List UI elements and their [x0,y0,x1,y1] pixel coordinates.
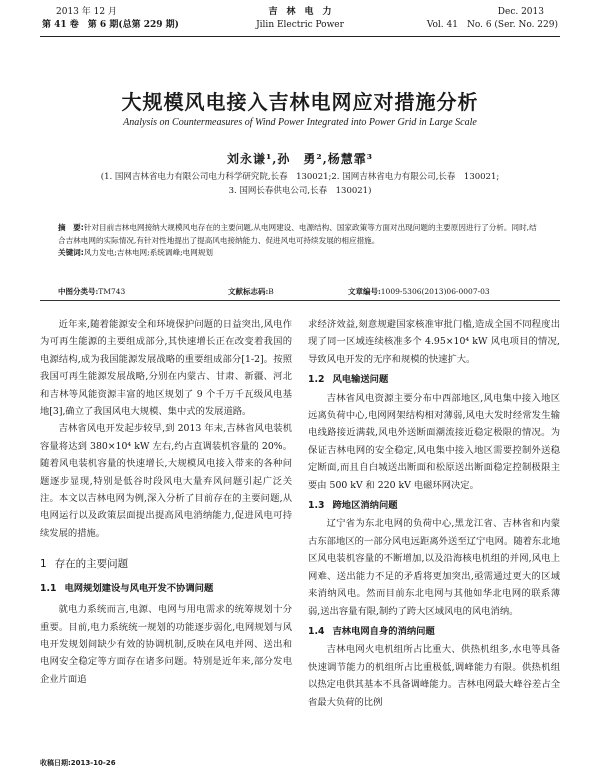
header-volume: 第 41 卷 第 6 期(总第 229 期) [42,20,179,30]
header-date: 2013 年 12 月 [56,7,117,17]
abstract-block [58,222,540,260]
affiliation-line-1: (1. 国网吉林省电力有限公司电力科学研究院,长春 130021;2. 国网吉林省电力有限公司,长春 130021; [100,172,500,182]
article-meta [58,286,540,298]
section-number: 1 [40,558,47,571]
section-heading-1-2 [308,371,560,388]
doc-value: B [268,287,274,296]
abstract-label: 摘 要: [58,223,84,232]
id-value: 1009-5306(2013)06-0007-03 [380,287,490,296]
journal-name: 吉 林 电 力 [268,7,332,17]
subsection-number: 1.2 [308,374,325,386]
article-id [348,286,490,297]
keywords-text: 风力发电;吉林电网;系统调峰;电网规划 [83,248,214,257]
subsection-title: 风电输送问题 [332,374,389,386]
abstract [58,222,540,247]
section-heading-1-3 [308,497,560,514]
subsection-number: 1.1 [40,582,57,594]
body-paragraph: 求经济效益,刻意规避国家核准审批门槛,造成全国不同程度出现了同一区域连续核准多个 4.95×10⁴ kW 风电项目的情况,导致风电开发的无序和规模的快速扩大。 [308,319,560,365]
doc-label: 文献标志码: [228,287,269,296]
class-value: TM743 [98,287,126,296]
abstract-rule [40,300,560,301]
header-left [42,6,179,32]
body-paragraph: 近年来,随着能源安全和环境保护问题的日益突出,风电作为可再生能源的主要组成部分,其快速增长正在改变着我国的电源结构,成为我国能源发展战略的重要组成部分[1-2]。按照我国可再生能源发展战略,分别在内蒙古、甘肃、新疆、河北和吉林等风能资源丰富的地区规划了 9 个千万千瓦级风电基地[3],确立了我国风电大规模、集中式的发展道路。 [40,319,292,418]
paper-title: 大规模风电接入吉林电网应对措施分析 [121,90,479,114]
body-column-left [40,316,292,688]
subsection-title: 跨地区消纳问题 [332,500,398,512]
section-heading-1-1 [40,580,292,597]
subsection-title: 吉林电网自身的消纳问题 [332,625,435,637]
doc-code [228,286,274,297]
header-date-en: Dec. 2013 [497,7,544,17]
running-header [42,6,558,36]
class-label: 中图分类号: [58,287,99,296]
class-number [58,286,125,297]
paper-title-en: Analysis on Countermeasures of Wind Power Integrated into Power Grid in Large Scale [123,117,477,128]
body-paragraph: 就电力系统而言,电源、电网与用电需求的统筹规划十分重要。目前,电力系统统一规划的功能逐步弱化,电网规划与风电开发规划间缺少有效的协调机制,反映在风电并网、送出和电网安全稳定等方面存在诸多问题。特别是近年来,部分发电企业片面追 [40,604,292,685]
section-title: 存在的主要问题 [54,558,129,571]
header-center [256,6,344,32]
subsection-number: 1.4 [308,625,325,637]
subsection-title: 电网规划建设与风电开发不协调问题 [64,582,214,594]
id-label: 文章编号: [348,287,381,296]
body-paragraph: 辽宁省为东北电网的负荷中心,黑龙江省、吉林省和内蒙古东部地区的一部分风电远距离外送至辽宁电网。随着东北地区风电装机容量的不断增加,以及沿海核电机组的并网,风电上网难、送出能力不足的矛盾将更加突出,亟需通过更大的区域来消纳风电。然而目前东北电网与其他如华北电网的联系薄弱,送出容量有限,制约了跨大区域风电的风电消纳。 [308,518,560,617]
body-paragraph: 吉林省风电资源主要分布中西部地区,风电集中接入地区远离负荷中心,电网网架结构相对薄弱,风电大发时经常发生输电线路接近满载,风电外送断面潮流接近稳定极限的情况。为保证吉林电网的安全稳定,风电集中接入地区需要控制外送稳定断面,而且自白城送出断面和松原送出断面稳定控制极限主要由 500 kV 和 220 kV 电磁环网决定。 [308,392,560,491]
abstract-text: 针对目前吉林电网接纳大规模风电存在的主要问题,从电网建设、电源结构、国家政策等方面对出现问题的主要原因进行了分析。同时,结合吉林电网的实际情况,有针对性地提出了提高风电接纳能力、促进风电可持续发展的相应措施。 [58,223,537,245]
header-rule [40,36,560,37]
authors: 刘永谦¹,孙 勇²,杨慧霏³ [226,152,374,166]
keywords [58,247,540,260]
subsection-number: 1.3 [308,500,325,512]
keywords-label: 关键词: [58,248,84,257]
received-date: 收稿日期:2013-10-26 [40,759,116,767]
body-paragraph: 吉林省风电开发起步较早,到 2013 年末,吉林省风电装机容量将达到 380×10⁴ kW 左右,约占直调装机容量的 20%。随着风电装机容量的快速增长,大规模风电接入带来的各种问题逐步显现,特别是低谷时段风电大量弃风问题引起广泛关注。本文以吉林电网为例,深入分析了目前存在的主要问题,从电网运行以及政策层面提出提高风电消纳能力,促进风电可持续发展的措施。 [40,423,292,539]
affiliation-line-2: 3. 国网长春供电公司,长春 130021) [228,186,372,196]
section-heading-1-4 [308,623,560,640]
affiliations [42,170,558,198]
section-heading-1 [40,556,292,573]
journal-name-en: Jilin Electric Power [256,20,344,30]
body-paragraph: 吉林电网火电机组所占比重大、供热机组多,水电等具备快速调节能力的机组所占比重极低,调峰能力有限。供热机组以热定电供其基本不具备调峰能力。吉林电网最大峰谷差占全省最大负荷的比例 [308,644,560,708]
header-volume-en: Vol. 41 No. 6 (Ser. No. 229) [426,20,558,30]
header-right [427,6,558,32]
body-column-right [308,316,560,711]
